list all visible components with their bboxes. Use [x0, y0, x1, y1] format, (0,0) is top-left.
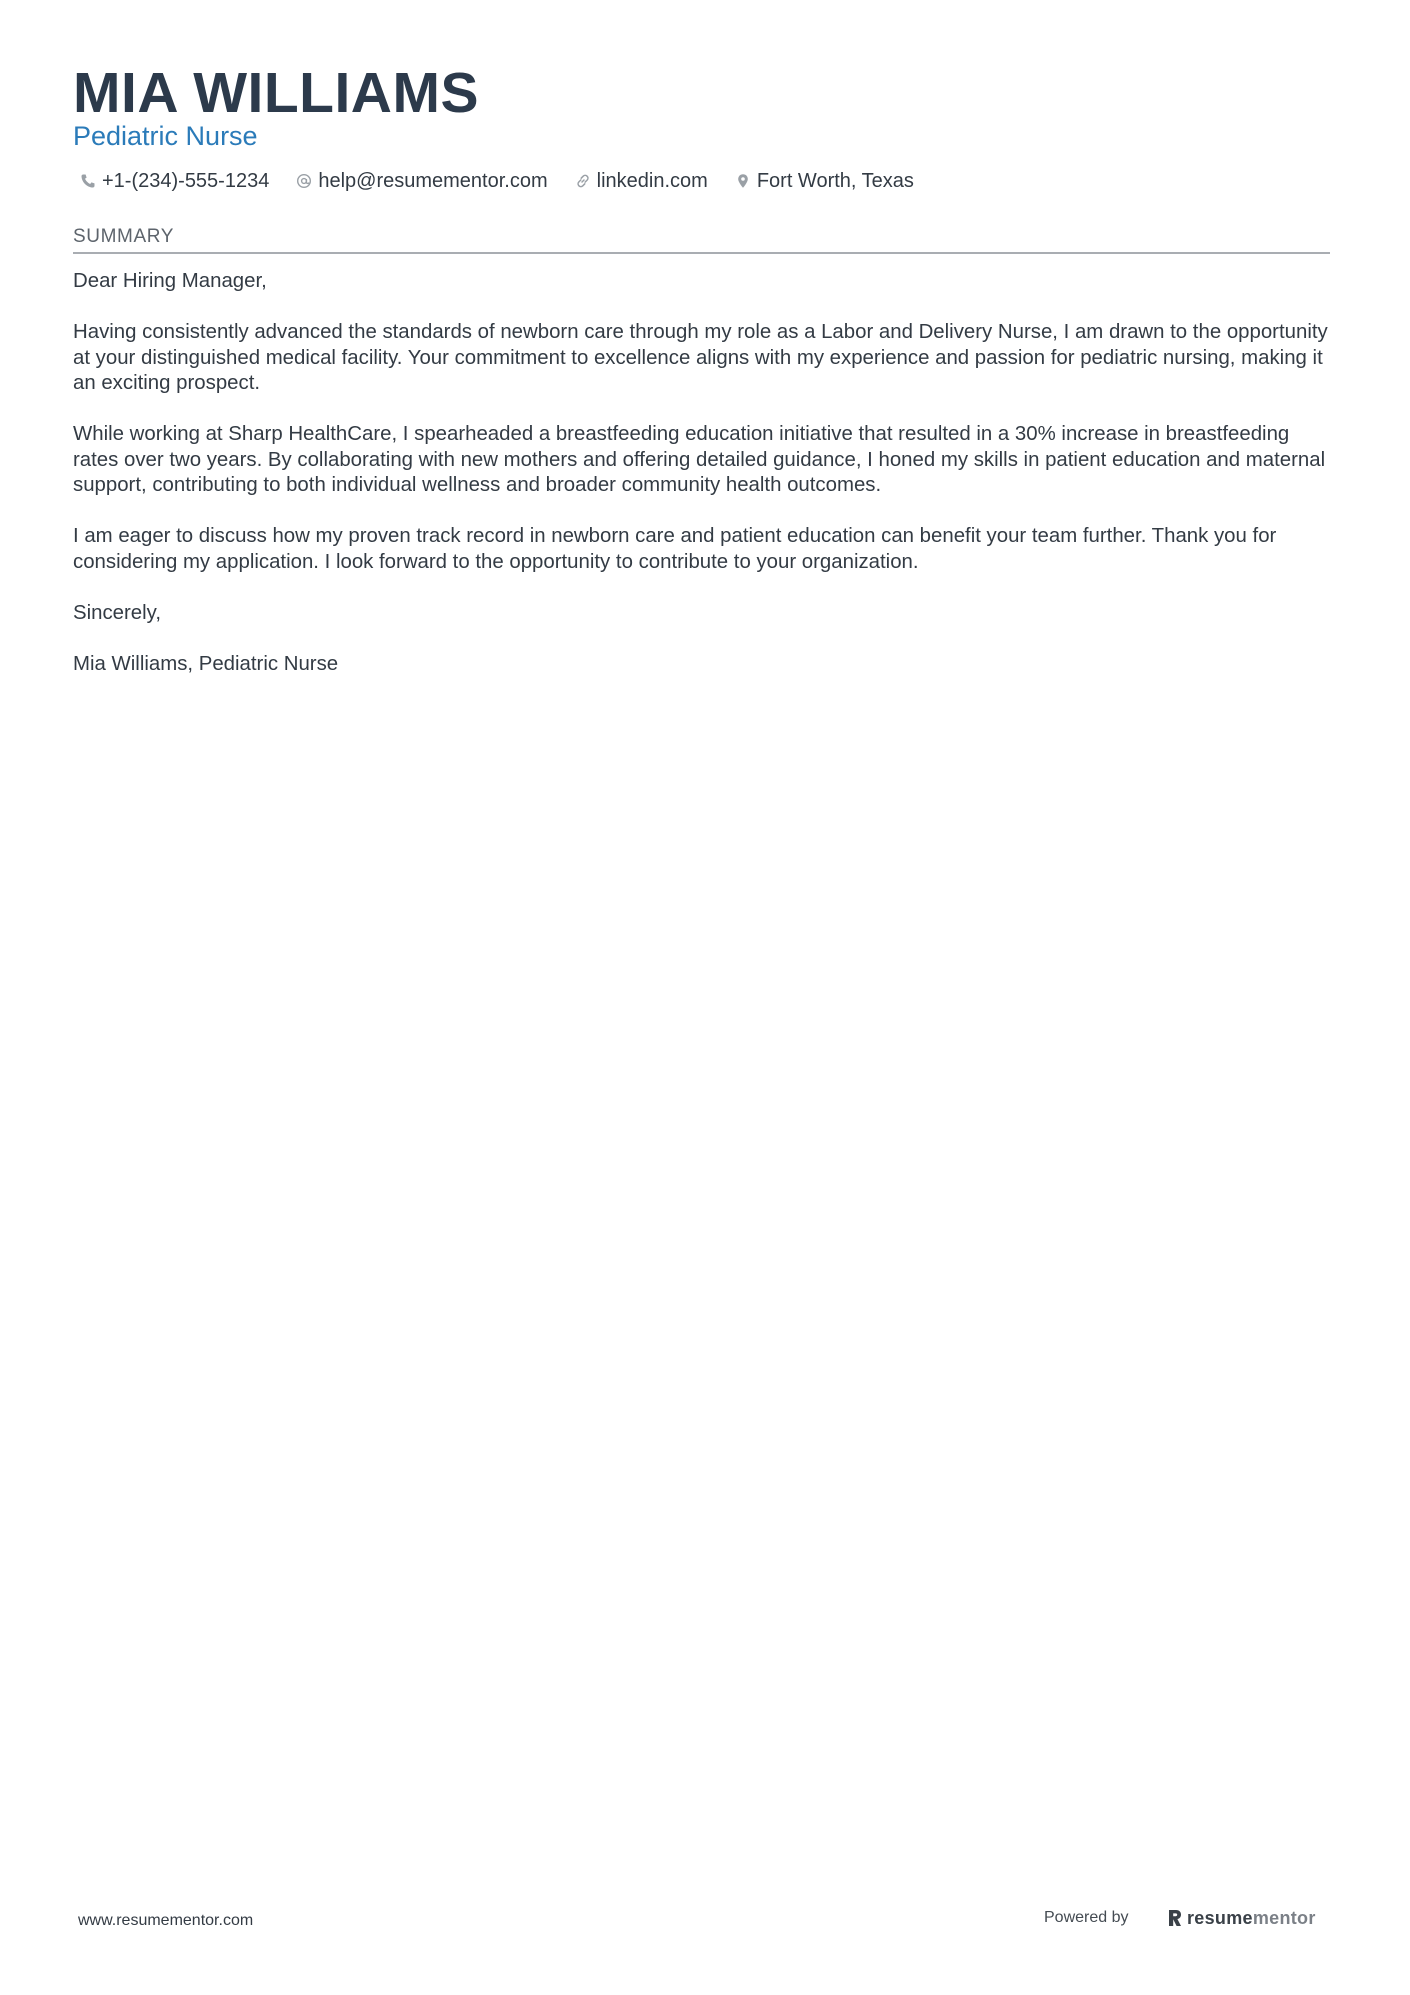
location-text: Fort Worth, Texas	[756, 169, 914, 192]
job-title: Pediatric Nurse	[73, 121, 258, 151]
letter-paragraph-2: While working at Sharp HealthCare, I spearheaded a breastfeeding education initiative that resulted in a 30% increase in breastfeeding rates over two years. By collaborating with new mothers and offering detailed guidance, I honed my skills in patient education and maternal support, contributing to both individual wellness and broader community health outcomes.	[73, 423, 1326, 496]
letter-signature: Mia Williams, Pediatric Nurse	[73, 652, 339, 675]
website-link[interactable]: linkedin.com	[596, 169, 708, 192]
section-divider	[73, 252, 1330, 254]
logo-text-main: resume	[1187, 1907, 1253, 1928]
letter-paragraph-1: Having consistently advanced the standards of newborn care through my role as a Labor and Delivery Nurse, I am drawn to the opportunity at your distinguished medical facility. Your commitment to excellence aligns with my experience and passion for pediatric nursing, making it an exciting prospect.	[73, 321, 1328, 394]
phone-text: +1-(234)-555-1234	[102, 169, 270, 192]
letter-closing: Sincerely,	[73, 601, 162, 624]
footer-website-link[interactable]: www.resumementor.com	[78, 1912, 254, 1929]
phone-icon	[80, 173, 96, 189]
contact-bar	[80, 166, 941, 196]
contact-website	[575, 170, 708, 193]
resumementor-logo[interactable]	[1167, 1905, 1316, 1931]
at-icon	[296, 173, 312, 189]
cover-letter-body	[73, 269, 1333, 703]
location-pin-icon	[735, 173, 751, 189]
email-link[interactable]: help@resumementor.com	[318, 169, 548, 192]
logo-text-accent: mentor	[1252, 1907, 1316, 1928]
resumementor-logo-icon	[1167, 1908, 1183, 1928]
section-heading-summary: SUMMARY	[73, 226, 174, 247]
letter-greeting: Dear Hiring Manager,	[73, 270, 267, 292]
contact-location	[735, 170, 914, 193]
letter-paragraph-3: I am eager to discuss how my proven track record in newborn care and patient education can benefit your team further. Thank you for considering my application. I look forward to the opportunity to contribute to your organization.	[73, 525, 1277, 573]
candidate-name: MIA WILLIAMS	[73, 61, 479, 125]
resumementor-logo-text	[1187, 1908, 1316, 1929]
contact-email	[296, 170, 547, 193]
contact-phone	[80, 170, 269, 193]
link-icon	[575, 173, 591, 189]
footer-powered-by: Powered by	[1044, 1909, 1129, 1926]
